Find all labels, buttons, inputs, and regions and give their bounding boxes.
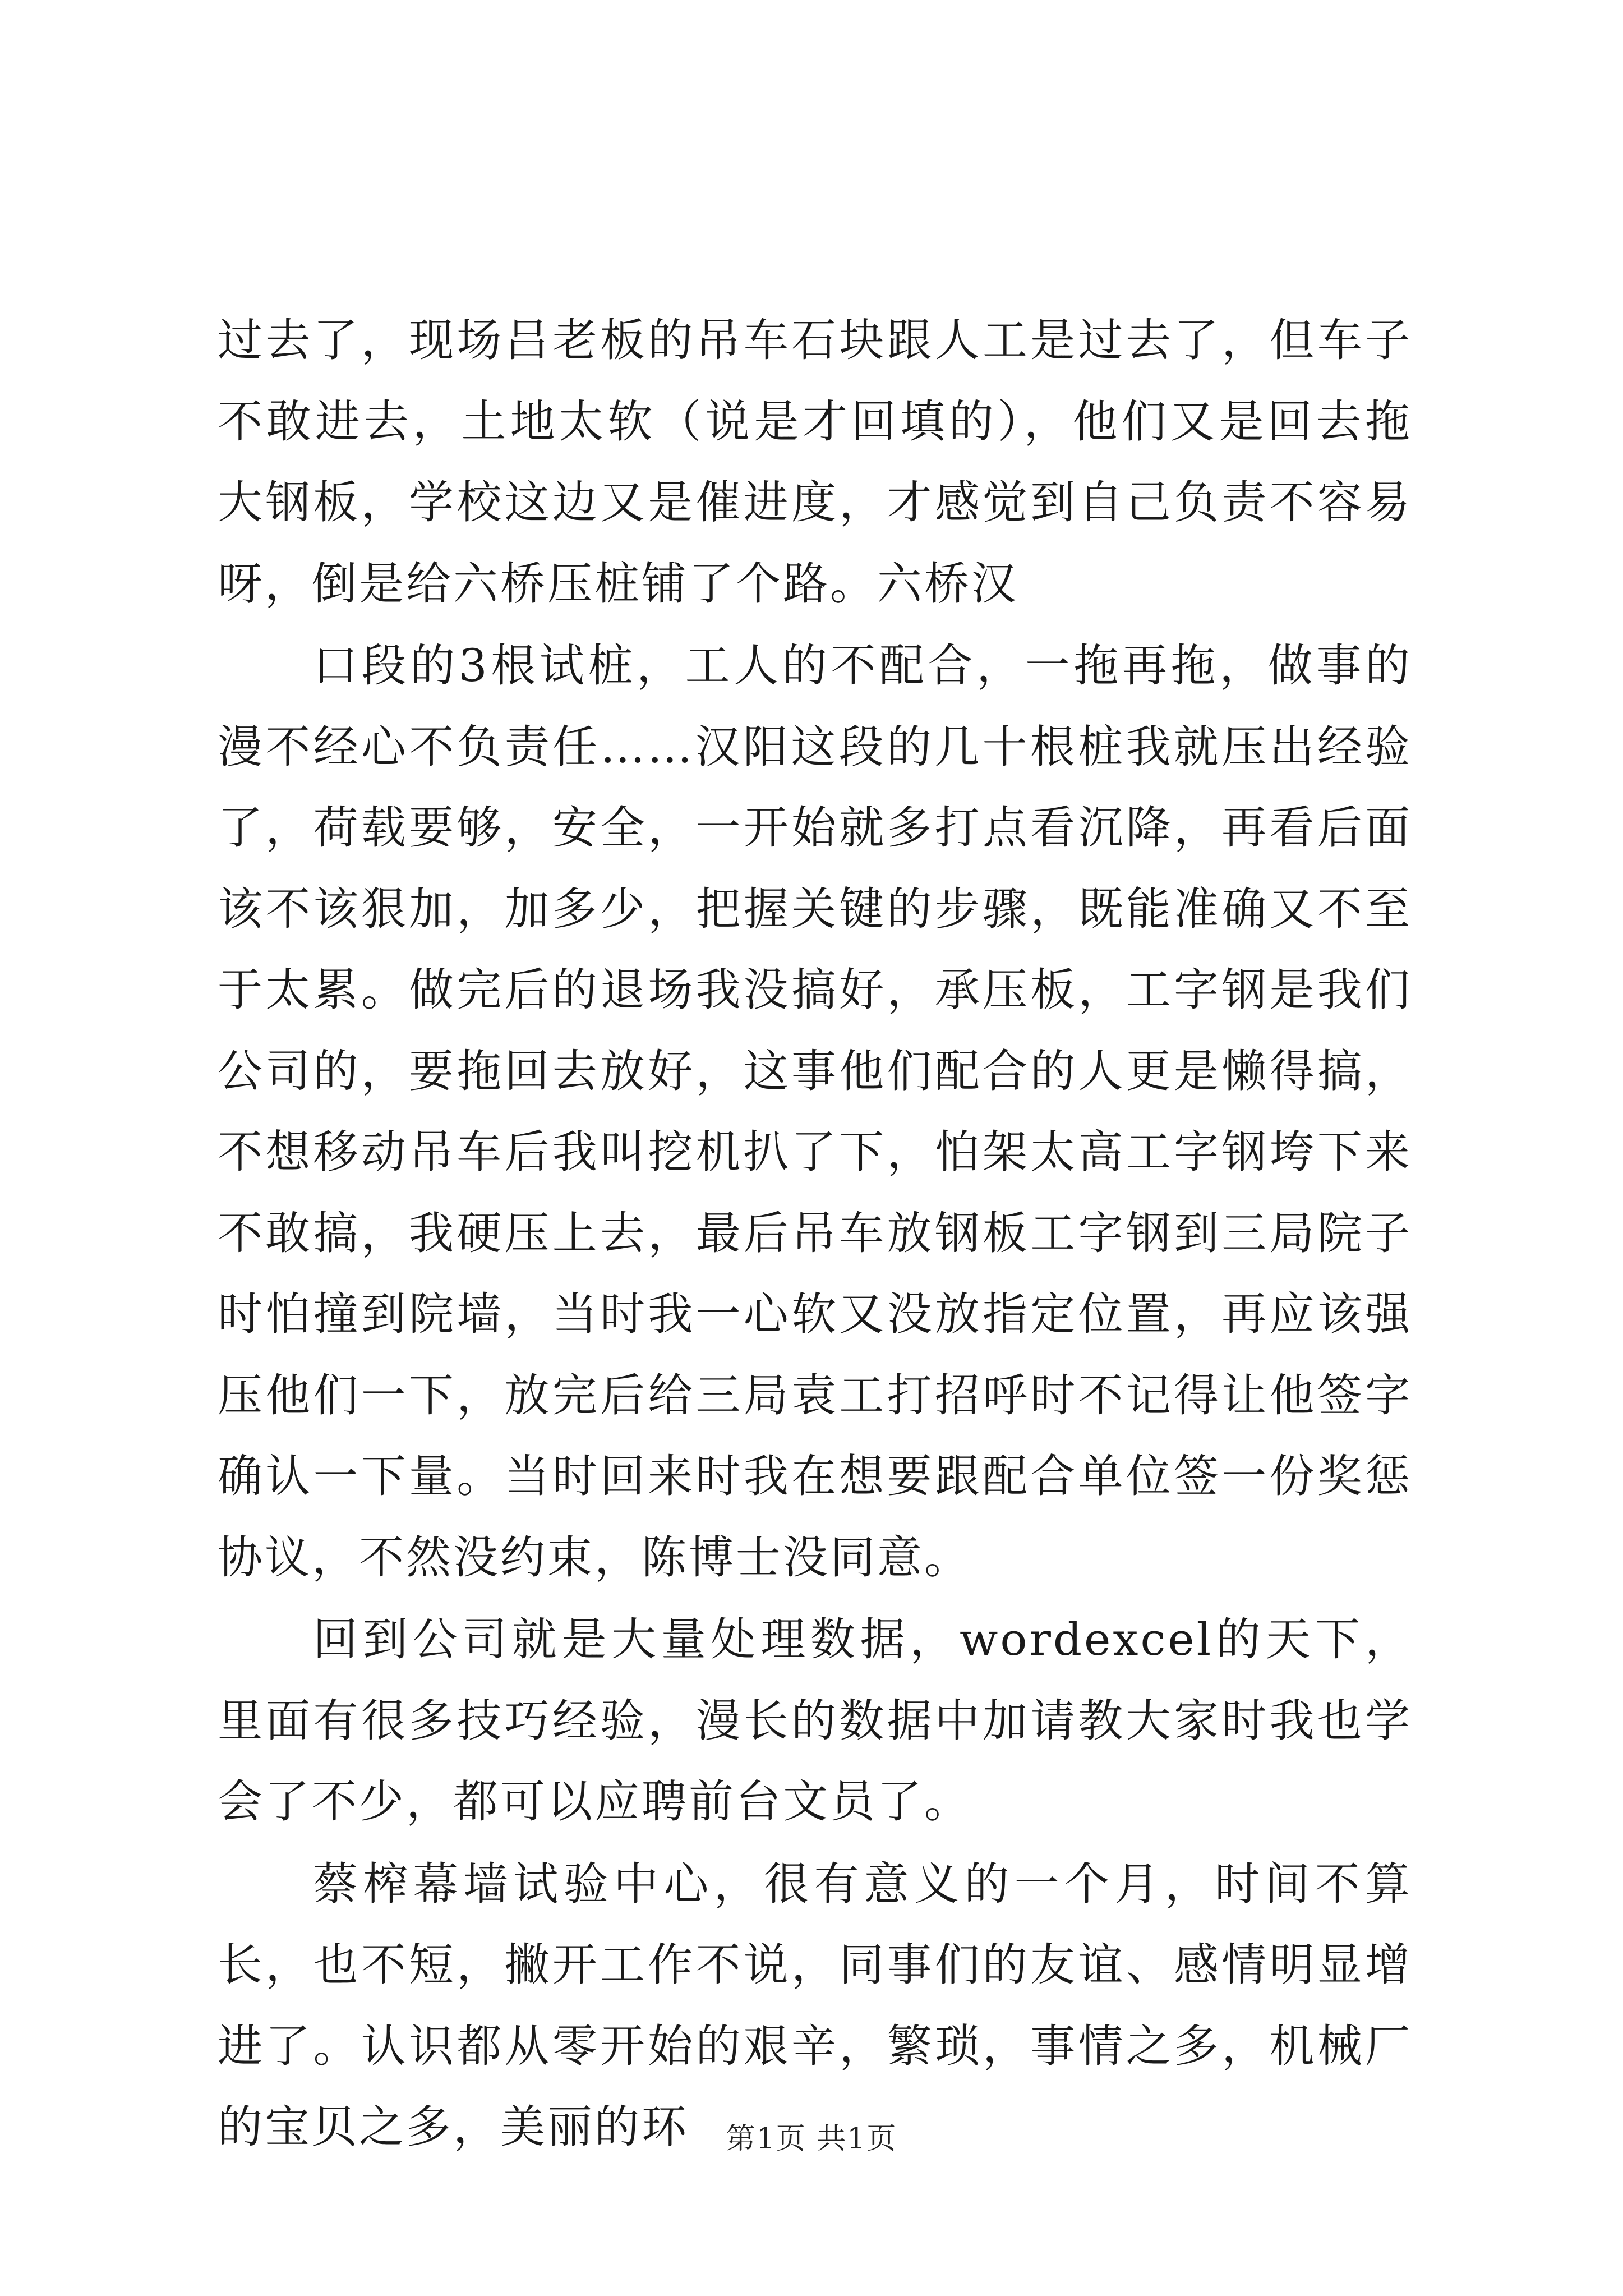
paragraph-2: 口段的3根试桩，工人的不配合，一拖再拖，做事的漫不经心不负责任……汉阳这段的几十根桩我就压出经验了，荷载要够，安全，一开始就多打点看沉降，再看后面该不该狠加，加多少，把握关键的步骤，既能准确又不至于太累。做完后的退场我没搞好，承压板，工字钢是我们公司的，要拖回去放好，这事他们配合的人更是懒得搞，不想移动吊车后我叫挖机扒了下，怕架太高工字钢垮下来不敢搞，我硬压上去，最后吊车放钢板工字钢到三局院子时怕撞到院墙，当时我一心软又没放指定位置，再应该强压他们一下，放完后给三局袁工打招呼时不记得让他签字确认一下量。当时回来时我在想要跟配合单位签一份奖惩协议，不然没约束，陈博士没同意。	[218, 639, 1412, 1584]
paragraph-4: 蔡榨幕墙试验中心，很有意义的一个月，时间不算长，也不短，撇开工作不说，同事们的友谊、感情明显增进了。认识都从零开始的艰辛，繁琐，事情之多，机械厂的宝贝之多，美丽的环	[218, 1857, 1412, 2153]
paragraph-1: 过去了，现场吕老板的吊车石块跟人工是过去了，但车子不敢进去，土地太软（说是才回填的），他们又是回去拖大钢板，学校这边又是催进度，才感觉到自己负责不容易呀，倒是给六桥压桩铺了个路。六桥汉	[218, 314, 1412, 610]
document-body	[218, 300, 1412, 2168]
page-number-footer: 第1页 共1页	[726, 2122, 897, 2156]
paragraph-3: 回到公司就是大量处理数据，wordexcel的天下，里面有很多技巧经验，漫长的数据中加请教大家时我也学会了不少，都可以应聘前台文员了。	[218, 1613, 1412, 1828]
